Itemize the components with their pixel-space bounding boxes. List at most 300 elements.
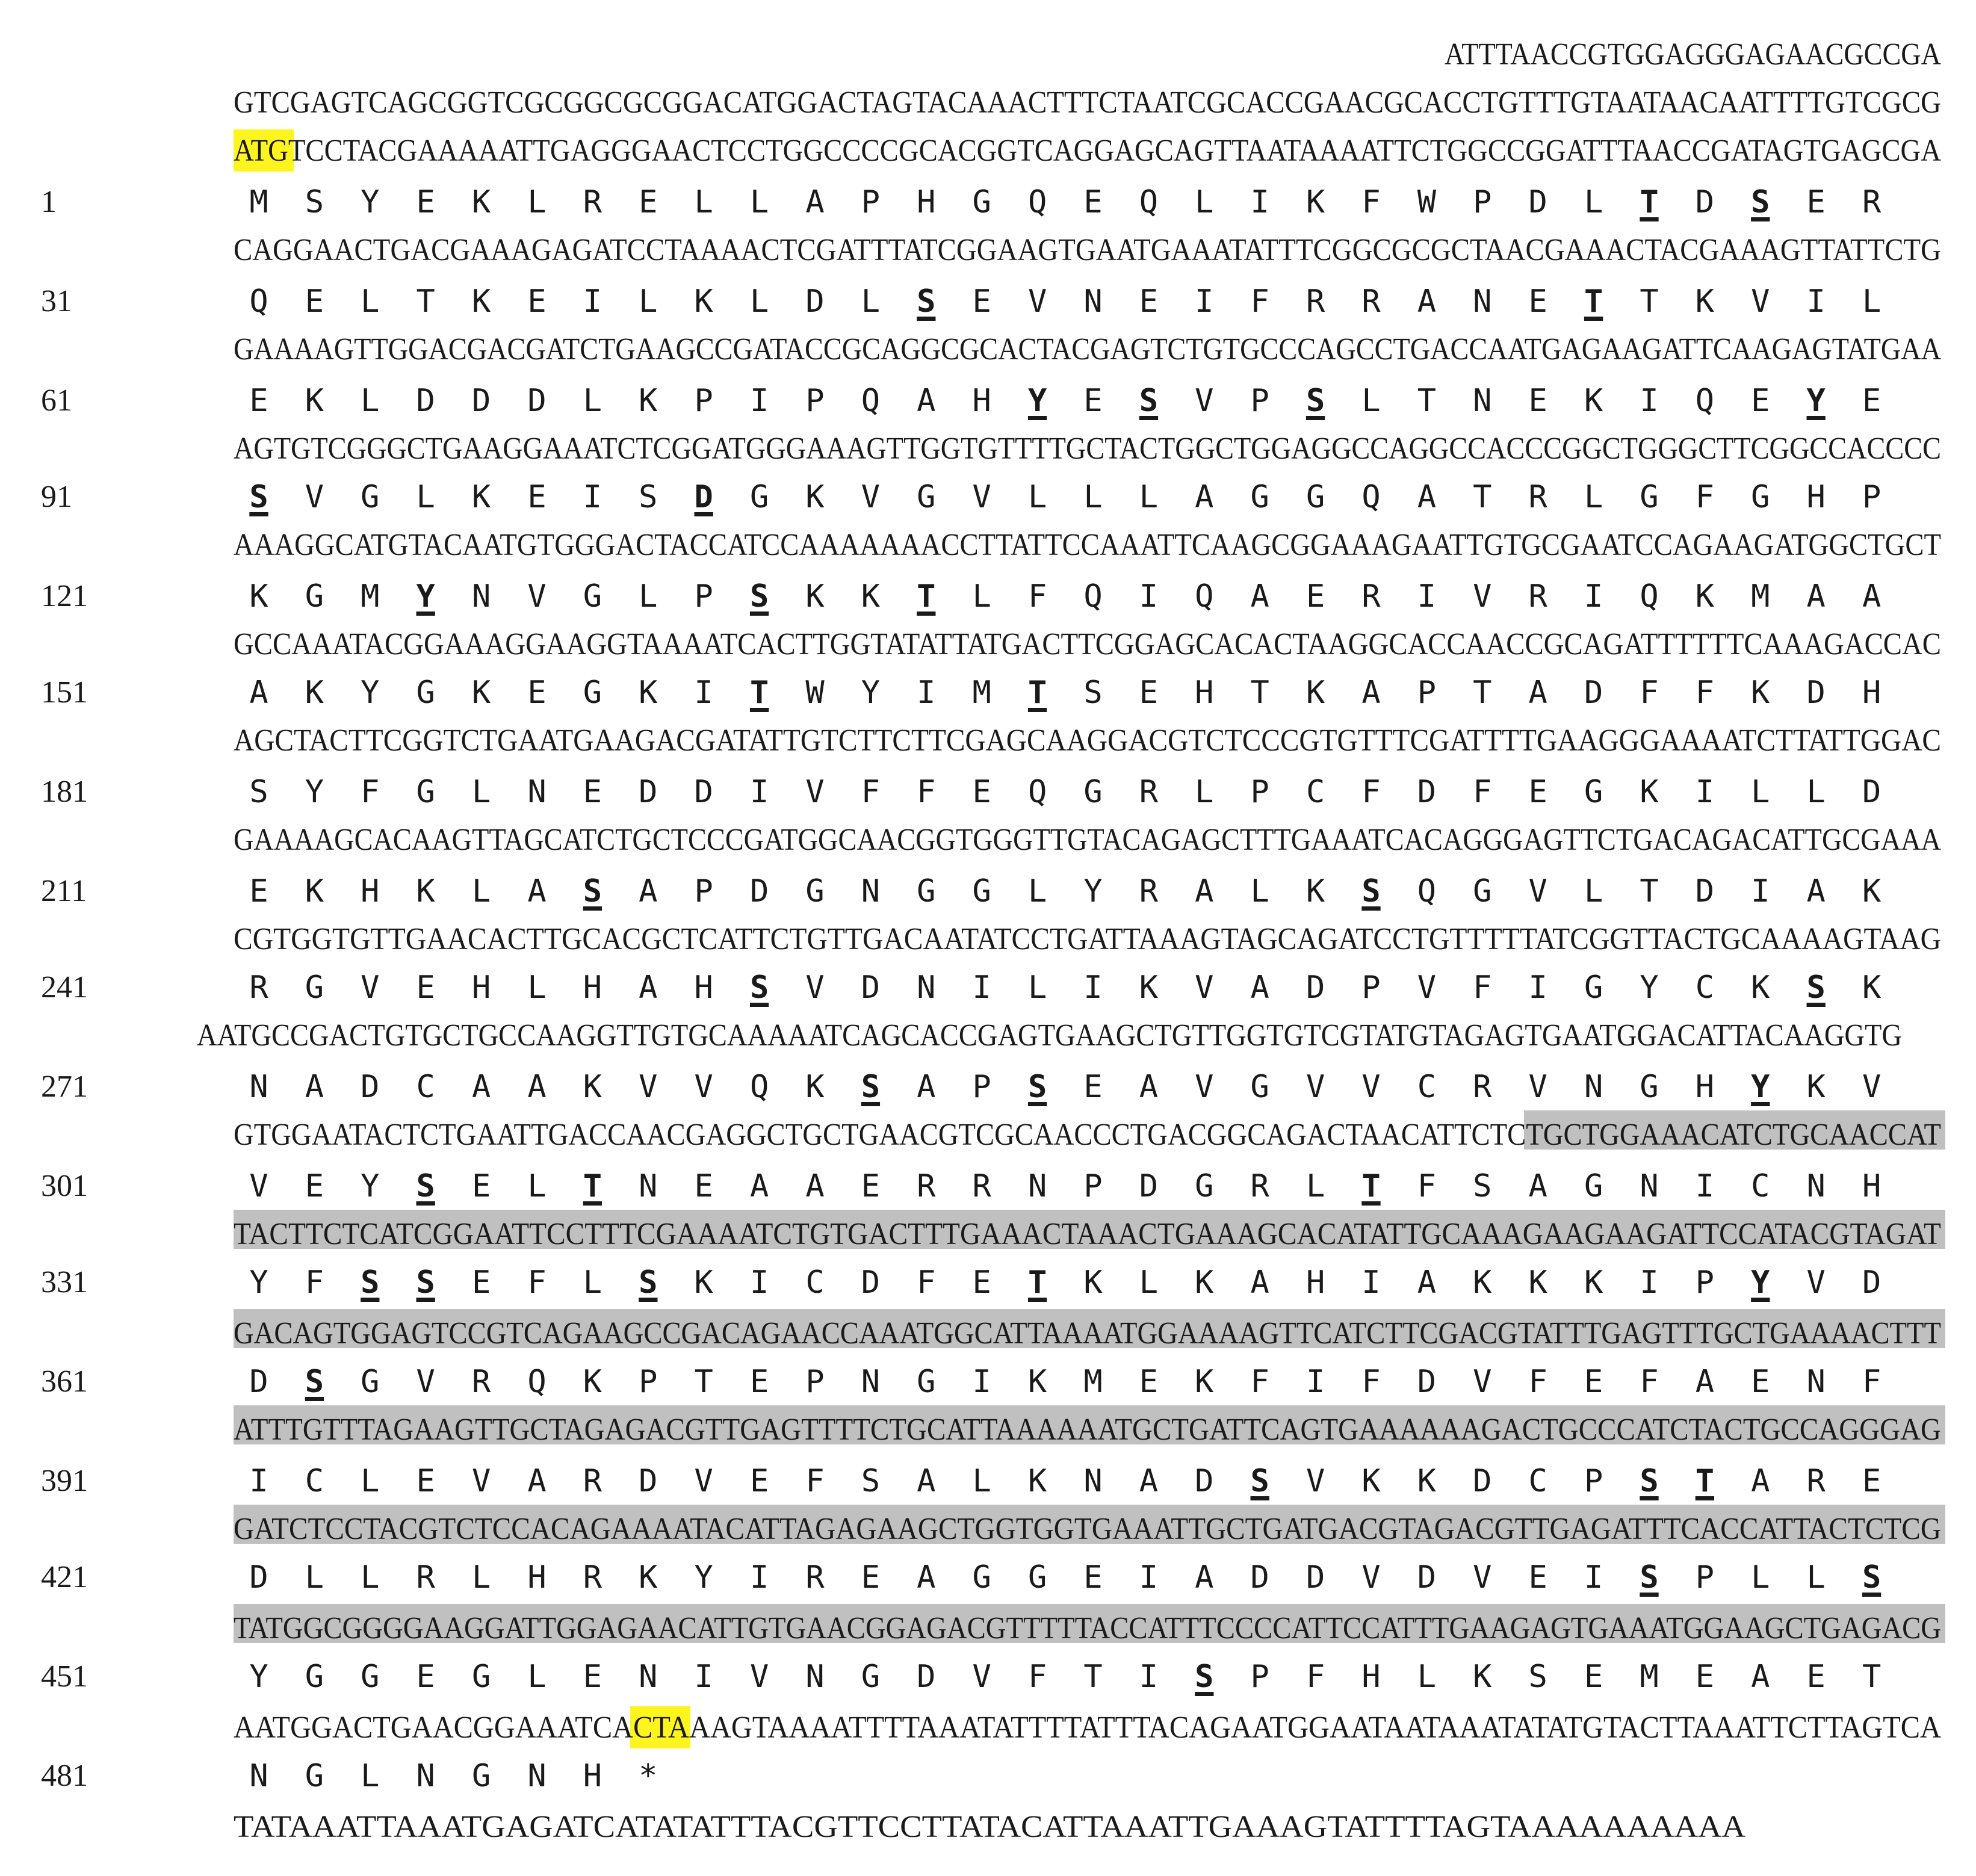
residue: I bbox=[249, 1463, 268, 1499]
residue: F bbox=[1417, 1168, 1437, 1204]
residue: N bbox=[639, 1659, 658, 1695]
residue: S bbox=[305, 184, 324, 220]
residue: D bbox=[749, 873, 769, 909]
residue: F bbox=[861, 774, 881, 810]
residue-number: 361 bbox=[41, 1364, 88, 1399]
residue: P bbox=[1695, 1265, 1715, 1301]
residue: F bbox=[527, 1265, 547, 1301]
residue: K bbox=[471, 479, 491, 515]
residue: C bbox=[1695, 970, 1715, 1006]
residue: Y bbox=[1640, 970, 1659, 1006]
residue: K bbox=[1584, 383, 1603, 419]
residue: N bbox=[805, 1659, 825, 1695]
residue: L bbox=[1806, 1559, 1826, 1596]
residue: E bbox=[1083, 184, 1103, 220]
residue: I bbox=[1195, 283, 1214, 320]
residue: P bbox=[1250, 383, 1269, 419]
residue: E bbox=[249, 383, 268, 419]
residue: C bbox=[805, 1265, 825, 1301]
residue: * bbox=[639, 1758, 658, 1794]
residue: V bbox=[861, 479, 881, 515]
residue: N bbox=[1806, 1364, 1826, 1400]
residue: P bbox=[1250, 774, 1269, 810]
residue: K bbox=[1027, 1463, 1047, 1499]
residue: I bbox=[1139, 578, 1159, 614]
residue: P bbox=[1361, 970, 1381, 1006]
residue: G bbox=[1751, 479, 1770, 515]
residue: V bbox=[1195, 970, 1214, 1006]
residue: I bbox=[1640, 383, 1659, 419]
residue: E bbox=[1083, 1069, 1103, 1105]
residue: P bbox=[972, 1069, 991, 1105]
residue-number: 481 bbox=[41, 1759, 88, 1793]
residue: Y bbox=[361, 184, 380, 220]
residue: G bbox=[471, 1659, 491, 1695]
modified-residue: S bbox=[639, 1265, 658, 1301]
residue: G bbox=[305, 1659, 324, 1695]
residue: E bbox=[1584, 1364, 1603, 1400]
residue: H bbox=[1695, 1069, 1715, 1105]
modified-residue: S bbox=[416, 1168, 435, 1204]
dna-sequence-line: GACAGTGGAGTCCGTCAGAAGCCGACAGAACCAAATGGCATTAAAATGGAAAAGTTCATCTTCGACGTATTTGAGTTTGCTGAAAACTTT bbox=[234, 1316, 1941, 1351]
residue: L bbox=[1195, 774, 1214, 810]
residue: Q bbox=[1195, 578, 1214, 614]
residue: R bbox=[249, 970, 268, 1006]
modified-residue: T bbox=[1027, 675, 1047, 711]
residue: F bbox=[1250, 283, 1269, 320]
residue: G bbox=[1584, 774, 1603, 810]
residue: T bbox=[1473, 479, 1492, 515]
residue: N bbox=[861, 1364, 881, 1400]
residue: Y bbox=[249, 1659, 268, 1695]
residue: D bbox=[1305, 1559, 1325, 1596]
residue: H bbox=[1862, 1168, 1882, 1204]
residue: V bbox=[1417, 970, 1437, 1006]
residue: K bbox=[1751, 970, 1770, 1006]
residue-number: 91 bbox=[41, 480, 72, 514]
residue: A bbox=[1195, 873, 1214, 909]
dna-sequence-line: TACTTCTCATCGGAATTCCTTTCGAAAATCTGTGACTTTGAAACTAAACTGAAAGCACATATTGCAAAGAAGAAGATTCCATACGTAGAT bbox=[234, 1217, 1941, 1251]
residue: A bbox=[1751, 1463, 1770, 1499]
residue: G bbox=[1250, 1069, 1269, 1105]
residue: R bbox=[416, 1559, 435, 1596]
residue: S bbox=[1083, 675, 1103, 711]
residue: K bbox=[1305, 184, 1325, 220]
residue: K bbox=[694, 1265, 713, 1301]
residue: A bbox=[805, 1168, 825, 1204]
residue: V bbox=[1862, 1069, 1882, 1105]
residue: A bbox=[1250, 1265, 1269, 1301]
residue: D bbox=[1250, 1559, 1269, 1596]
residue: N bbox=[1083, 283, 1103, 320]
residue: G bbox=[1473, 873, 1492, 909]
residue: L bbox=[305, 1559, 324, 1596]
residue: K bbox=[805, 479, 825, 515]
residue: L bbox=[1305, 1168, 1325, 1204]
residue: F bbox=[1862, 1364, 1882, 1400]
residue: Q bbox=[1027, 774, 1047, 810]
protein-sequence-line bbox=[0, 972, 1, 973]
residue: E bbox=[1528, 383, 1547, 419]
modified-residue: T bbox=[1361, 1168, 1381, 1204]
residue: L bbox=[1083, 479, 1103, 515]
residue: R bbox=[917, 1168, 936, 1204]
modified-residue: Y bbox=[1806, 383, 1826, 419]
residue: H bbox=[1806, 479, 1826, 515]
residue: T bbox=[1640, 873, 1659, 909]
residue: G bbox=[1305, 479, 1325, 515]
dna-sequence-line: GATCTCCTACGTCTCCACAGAAAATACATTAGAGAAGCTGGTGGTGAAATTGCTGATGACGTAGACGTTGAGATTTCACCATTACTCTCG bbox=[234, 1512, 1941, 1546]
residue: N bbox=[1640, 1168, 1659, 1204]
residue: E bbox=[249, 873, 268, 909]
residue: E bbox=[527, 675, 547, 711]
residue: F bbox=[1528, 1364, 1547, 1400]
residue: E bbox=[583, 774, 602, 810]
residue: M bbox=[1751, 578, 1770, 614]
residue: L bbox=[1250, 873, 1269, 909]
protein-sequence-line bbox=[0, 481, 1, 482]
residue: L bbox=[416, 479, 435, 515]
residue: A bbox=[1528, 675, 1547, 711]
residue: T bbox=[1417, 383, 1437, 419]
residue: K bbox=[471, 283, 491, 320]
residue-number: 391 bbox=[41, 1464, 88, 1498]
residue: F bbox=[1027, 578, 1047, 614]
residue: D bbox=[249, 1364, 268, 1400]
residue: Q bbox=[1640, 578, 1659, 614]
residue-number: 211 bbox=[41, 874, 87, 908]
residue: I bbox=[583, 283, 602, 320]
residue: A bbox=[1528, 1168, 1547, 1204]
residue: L bbox=[583, 383, 602, 419]
residue: E bbox=[583, 1659, 602, 1695]
residue: G bbox=[1640, 479, 1659, 515]
residue: R bbox=[1528, 578, 1547, 614]
residue: Y bbox=[305, 774, 324, 810]
residue: L bbox=[972, 1463, 991, 1499]
residue: V bbox=[1361, 1559, 1381, 1596]
residue: E bbox=[1862, 1463, 1882, 1499]
protein-sequence-line bbox=[0, 1071, 1, 1072]
residue: K bbox=[1751, 675, 1770, 711]
residue: R bbox=[805, 1559, 825, 1596]
residue: H bbox=[917, 184, 936, 220]
residue: G bbox=[805, 873, 825, 909]
residue: G bbox=[361, 479, 380, 515]
residue: A bbox=[471, 1069, 491, 1105]
residue: E bbox=[527, 283, 547, 320]
residue: A bbox=[1862, 578, 1882, 614]
residue: M bbox=[972, 675, 991, 711]
residue: K bbox=[583, 1069, 602, 1105]
modified-residue: T bbox=[1695, 1463, 1715, 1499]
residue: I bbox=[1751, 873, 1770, 909]
residue: D bbox=[249, 1559, 268, 1596]
residue: E bbox=[972, 283, 991, 320]
residue: P bbox=[1250, 1659, 1269, 1695]
residue: E bbox=[1806, 184, 1826, 220]
residue: I bbox=[1250, 184, 1269, 220]
residue: P bbox=[861, 184, 881, 220]
residue: E bbox=[1139, 283, 1159, 320]
dna-sequence-line: ATGTCCTACGAAAAATTGAGGGAACTCCTGGCCCCGCACGGTCAGGAGCAGTTAATAAAATTCTGGCCGGATTTAACCGATAGTGAGCGA bbox=[234, 134, 1941, 168]
modified-residue: T bbox=[1027, 1265, 1047, 1301]
residue: Q bbox=[749, 1069, 769, 1105]
residue: D bbox=[1584, 675, 1603, 711]
residue: C bbox=[1528, 1463, 1547, 1499]
residue: V bbox=[1806, 1265, 1826, 1301]
residue: T bbox=[416, 283, 435, 320]
residue: P bbox=[1473, 184, 1492, 220]
residue: V bbox=[1528, 1069, 1547, 1105]
protein-sequence-line bbox=[0, 776, 1, 777]
residue: E bbox=[416, 1463, 435, 1499]
residue: Y bbox=[861, 675, 881, 711]
dna-sequence-line: AATGGACTGAACGGAAATCACTAAAGTAAAATTTTAAATATTTTATTTACAGAATGGAATAATAAATATATGTACTTAAATTCTTAGTCA bbox=[234, 1710, 1941, 1745]
residue: N bbox=[249, 1758, 268, 1794]
residue: G bbox=[972, 873, 991, 909]
modified-residue: S bbox=[1640, 1559, 1659, 1596]
residue: K bbox=[1417, 1463, 1437, 1499]
modified-residue: S bbox=[305, 1364, 324, 1400]
modified-residue: S bbox=[861, 1069, 881, 1105]
residue: H bbox=[1361, 1659, 1381, 1695]
residue: P bbox=[1695, 1559, 1715, 1596]
residue: I bbox=[749, 1265, 769, 1301]
residue: E bbox=[1695, 1659, 1715, 1695]
residue: R bbox=[1250, 1168, 1269, 1204]
residue: A bbox=[749, 1168, 769, 1204]
residue: V bbox=[639, 1069, 658, 1105]
residue: K bbox=[416, 873, 435, 909]
modified-residue: Y bbox=[1751, 1069, 1770, 1105]
residue: R bbox=[972, 1168, 991, 1204]
dna-sequence-line: AGCTACTTCGGTCTGAATGAAGACGATATTGTCTTCTTCGAGCAAGGACGTCTCCCGTGTTTCGATTTTGAAGGGAAAATCTTATTGGAC bbox=[234, 723, 1941, 758]
residue: F bbox=[1695, 675, 1715, 711]
residue: S bbox=[1473, 1168, 1492, 1204]
residue: G bbox=[1640, 1069, 1659, 1105]
residue-number: 241 bbox=[41, 970, 88, 1005]
residue: A bbox=[527, 1069, 547, 1105]
modified-residue: S bbox=[1751, 184, 1770, 220]
residue: A bbox=[1250, 578, 1269, 614]
modified-residue: Y bbox=[1751, 1265, 1770, 1301]
modified-residue: S bbox=[1361, 873, 1381, 909]
residue: D bbox=[639, 774, 658, 810]
residue: K bbox=[1695, 578, 1715, 614]
residue: A bbox=[1139, 1463, 1159, 1499]
modified-residue: S bbox=[749, 578, 769, 614]
residue: H bbox=[1305, 1265, 1325, 1301]
residue: E bbox=[861, 1559, 881, 1596]
residue: L bbox=[527, 970, 547, 1006]
residue: V bbox=[305, 479, 324, 515]
residue: A bbox=[1417, 1265, 1437, 1301]
residue: H bbox=[1862, 675, 1882, 711]
residue-number: 121 bbox=[41, 579, 88, 613]
residue: E bbox=[972, 1265, 991, 1301]
residue: P bbox=[1417, 675, 1437, 711]
residue: E bbox=[305, 283, 324, 320]
residue: L bbox=[1027, 479, 1047, 515]
residue: G bbox=[861, 1659, 881, 1695]
residue: K bbox=[1584, 1265, 1603, 1301]
modified-residue: D bbox=[694, 479, 713, 515]
residue: R bbox=[1806, 1463, 1826, 1499]
residue: K bbox=[639, 1559, 658, 1596]
residue: A bbox=[639, 873, 658, 909]
residue: K bbox=[1862, 873, 1882, 909]
residue: K bbox=[1361, 1463, 1381, 1499]
residue: Y bbox=[1083, 873, 1103, 909]
residue: H bbox=[583, 970, 602, 1006]
residue-number: 31 bbox=[41, 284, 72, 318]
residue: E bbox=[416, 184, 435, 220]
residue: A bbox=[1361, 675, 1381, 711]
protein-sequence-line bbox=[0, 1366, 1, 1367]
modified-residue: T bbox=[1584, 283, 1603, 320]
residue: V bbox=[249, 1168, 268, 1204]
residue: I bbox=[1695, 774, 1715, 810]
residue: F bbox=[1473, 970, 1492, 1006]
residue: P bbox=[805, 1364, 825, 1400]
dna-sequence-line: AAAGGCATGTACAATGTGGGACTACCATCCAAAAAAACCTTATTCCAAATTCAAGCGGAAAGAATTGTGCGAATCCAGAAGATGGCTGCT bbox=[234, 528, 1941, 562]
residue: F bbox=[1473, 774, 1492, 810]
residue: V bbox=[1305, 1069, 1325, 1105]
residue: L bbox=[639, 578, 658, 614]
residue: L bbox=[1361, 383, 1381, 419]
residue: K bbox=[305, 383, 324, 419]
residue: G bbox=[471, 1758, 491, 1794]
residue: K bbox=[861, 578, 881, 614]
residue: R bbox=[1862, 184, 1882, 220]
residue: Q bbox=[1361, 479, 1381, 515]
residue: A bbox=[1195, 1559, 1214, 1596]
residue: F bbox=[1361, 184, 1381, 220]
residue: Q bbox=[249, 283, 268, 320]
residue: R bbox=[583, 1463, 602, 1499]
residue: G bbox=[583, 675, 602, 711]
residue: V bbox=[749, 1659, 769, 1695]
residue: E bbox=[694, 1168, 713, 1204]
residue: D bbox=[1862, 774, 1882, 810]
residue: K bbox=[471, 184, 491, 220]
residue-number: 151 bbox=[41, 675, 88, 710]
residue: D bbox=[639, 1463, 658, 1499]
residue: K bbox=[805, 578, 825, 614]
residue: I bbox=[749, 1559, 769, 1596]
residue: E bbox=[1862, 383, 1882, 419]
residue: V bbox=[694, 1069, 713, 1105]
dna-sequence-line: GAAAAGCACAAGTTAGCATCTGCTCCCGATGGCAACGGTGGGTTGTACAGAGCTTTGAAATCACAGGGAGTTCTGACAGACATTGCGAAA bbox=[234, 823, 1941, 857]
residue: L bbox=[1751, 774, 1770, 810]
residue: L bbox=[361, 1758, 380, 1794]
modified-residue: T bbox=[749, 675, 769, 711]
residue: T bbox=[1083, 1659, 1103, 1695]
residue: G bbox=[1083, 774, 1103, 810]
modified-residue: S bbox=[1806, 970, 1826, 1006]
residue: A bbox=[1751, 1659, 1770, 1695]
residue: L bbox=[527, 1168, 547, 1204]
residue: A bbox=[527, 1463, 547, 1499]
residue: L bbox=[749, 283, 769, 320]
residue: N bbox=[917, 970, 936, 1006]
residue: D bbox=[471, 383, 491, 419]
residue: Y bbox=[249, 1265, 268, 1301]
residue: I bbox=[749, 383, 769, 419]
residue: I bbox=[1083, 970, 1103, 1006]
residue: K bbox=[1695, 283, 1715, 320]
residue: N bbox=[1473, 283, 1492, 320]
residue: K bbox=[1806, 1069, 1826, 1105]
residue: R bbox=[1361, 578, 1381, 614]
protein-sequence-line bbox=[0, 1267, 1, 1268]
residue: G bbox=[361, 1659, 380, 1695]
residue: L bbox=[471, 774, 491, 810]
residue: E bbox=[749, 1364, 769, 1400]
residue: R bbox=[1305, 283, 1325, 320]
residue: Q bbox=[1027, 184, 1047, 220]
residue: D bbox=[1139, 1168, 1159, 1204]
protein-sequence-line bbox=[0, 385, 1, 386]
modified-residue: S bbox=[583, 873, 602, 909]
residue: N bbox=[1473, 383, 1492, 419]
residue: W bbox=[1417, 184, 1437, 220]
residue-number: 421 bbox=[41, 1560, 88, 1594]
residue: D bbox=[1417, 774, 1437, 810]
residue: F bbox=[305, 1265, 324, 1301]
residue: P bbox=[694, 383, 713, 419]
residue: G bbox=[1250, 479, 1269, 515]
residue: E bbox=[1751, 1364, 1770, 1400]
residue: I bbox=[1417, 578, 1437, 614]
residue: K bbox=[471, 675, 491, 711]
residue: K bbox=[1195, 1265, 1214, 1301]
modified-residue: S bbox=[1195, 1659, 1214, 1695]
dna-sequence-line: AATGCCGACTGTGCTGCCAAGGTTGTGCAAAAATCAGCACCGAGTGAAGCTGTTGGTGTCGTATGTAGAGTGAATGGACATTACAAGGTG bbox=[197, 1018, 1902, 1053]
residue: H bbox=[1195, 675, 1214, 711]
residue: M bbox=[1640, 1659, 1659, 1695]
residue: E bbox=[1139, 1364, 1159, 1400]
residue: C bbox=[1305, 774, 1325, 810]
residue: G bbox=[917, 479, 936, 515]
residue: R bbox=[1139, 774, 1159, 810]
residue: G bbox=[305, 970, 324, 1006]
residue: T bbox=[1862, 1659, 1882, 1695]
residue: S bbox=[1528, 1659, 1547, 1695]
residue: E bbox=[471, 1265, 491, 1301]
residue: R bbox=[1139, 873, 1159, 909]
residue: Q bbox=[1083, 578, 1103, 614]
residue-number: 181 bbox=[41, 775, 88, 809]
residue: G bbox=[305, 578, 324, 614]
residue: N bbox=[249, 1069, 268, 1105]
residue: E bbox=[861, 1168, 881, 1204]
residue: D bbox=[1862, 1265, 1882, 1301]
residue: V bbox=[527, 578, 547, 614]
residue: D bbox=[527, 383, 547, 419]
residue: E bbox=[527, 479, 547, 515]
residue: I bbox=[1361, 1265, 1381, 1301]
residue: E bbox=[416, 970, 435, 1006]
residue: V bbox=[1751, 283, 1770, 320]
modified-residue: T bbox=[917, 578, 936, 614]
residue: L bbox=[972, 578, 991, 614]
residue: D bbox=[1806, 675, 1826, 711]
residue: F bbox=[361, 774, 380, 810]
residue: E bbox=[305, 1168, 324, 1204]
residue: L bbox=[1584, 479, 1603, 515]
